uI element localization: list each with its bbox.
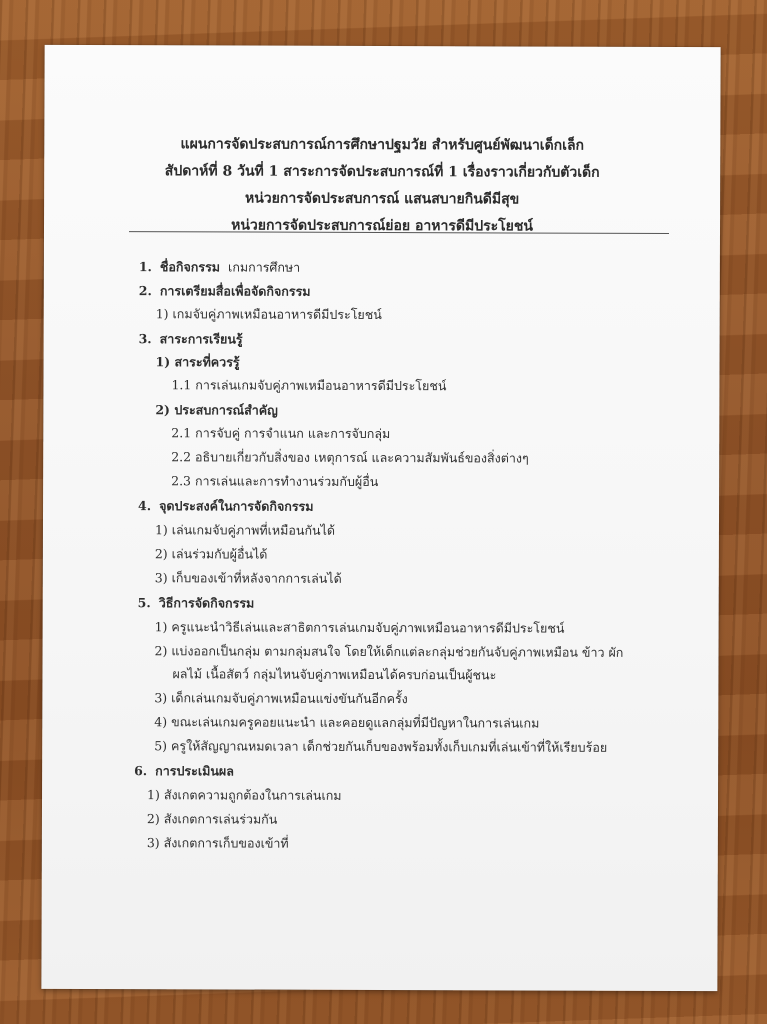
section-6-item-3: 3) สังเกตการเก็บของเข้าที่	[146, 835, 289, 851]
document-header	[44, 131, 720, 241]
section-3-item-2-3: 2.3 การเล่นและการทำงานร่วมกับผู้อื่น	[171, 473, 379, 489]
section-6-heading	[134, 763, 234, 779]
section-2-number: 2.	[138, 283, 152, 299]
section-1-activity-name	[139, 259, 300, 276]
section-4-item-3: 3) เก็บของเข้าที่หลังจากการเล่นได้	[154, 570, 342, 586]
section-5-label: วิธีการจัดกิจกรรม	[158, 595, 255, 611]
section-5-item-2-line-2: ผลไม้ เนื้อสัตว์ กลุ่มไหนจับคู่ภาพเหมือนได้ครบก่อนเป็นผู้ชนะ	[172, 666, 497, 683]
section-4-heading	[138, 498, 314, 515]
section-5-item-4: 4) ขณะเล่นเกมครูคอยแนะนำ และคอยดูแลกลุ่มที่มีปัญหาในการเล่นเกม	[154, 714, 540, 731]
document-page	[41, 45, 720, 991]
section-4-number: 4.	[138, 498, 152, 514]
section-3-item-2-2: 2.2 อธิบายเกี่ยวกับสิ่งของ เหตุการณ์ และความสัมพันธ์ของสิ่งต่างๆ	[171, 449, 529, 466]
section-1-label: ชื่อกิจกรรม	[159, 259, 221, 275]
section-1-number: 1.	[138, 259, 152, 275]
section-4-item-2: 2) เล่นร่วมกับผู้อื่นได้	[154, 546, 268, 562]
section-5-item-1: 1) ครูแนะนำวิธีเล่นและสาธิตการเล่นเกมจับคู่ภาพเหมือนอาหารดีมีประโยชน์	[154, 619, 565, 636]
section-5-item-5: 5) ครูให้สัญญาณหมดเวลา เด็กช่วยกันเก็บของพร้อมทั้งเก็บเกมที่เล่นเข้าที่ให้เรียบร้อย	[154, 738, 608, 755]
section-6-item-1: 1) สังเกตความถูกต้องในการเล่นเกม	[147, 787, 342, 803]
section-3-label: สาระการเรียนรู้	[159, 331, 243, 347]
section-6-label: การประเมินผล	[155, 763, 234, 779]
section-2-label: การเตรียมสื่อเพื่อจัดกิจกรรม	[159, 283, 311, 299]
header-line-subunit: หน่วยการจัดประสบการณ์ย่อย อาหารดีมีประโยชน์	[231, 217, 533, 235]
section-5-item-2-line-1: 2) แบ่งออกเป็นกลุ่ม ตามกลุ่มสนใจ โดยให้เด็กแต่ละกลุ่มช่วยกันจับคู่ภาพเหมือน ข้าว ผัก	[154, 643, 624, 660]
section-5-heading	[138, 595, 255, 611]
section-5-item-3: 3) เด็กเล่นเกมจับคู่ภาพเหมือนแข่งขันกันอีกครั้ง	[154, 690, 408, 707]
section-6-item-2: 2) สังเกตการเล่นร่วมกัน	[146, 811, 278, 827]
section-2-item-1: 1) เกมจับคู่ภาพเหมือนอาหารดีมีประโยชน์	[155, 306, 382, 323]
section-5-number: 5.	[137, 595, 151, 611]
section-3-heading	[139, 331, 243, 347]
section-3-number: 3.	[138, 331, 152, 347]
section-6-number: 6.	[134, 763, 148, 779]
section-3-item-2-1: 2.1 การจับคู่ การจำแนก และการจับกลุ่ม	[171, 425, 391, 442]
section-3-subheading-1: 1) สาระที่ควรรู้	[155, 354, 240, 370]
section-3-item-1-1: 1.1 การเล่นเกมจับคู่ภาพเหมือนอาหารดีมีประโยชน์	[171, 377, 447, 394]
header-line-unit: หน่วยการจัดประสบการณ์ แสนสบายกินดีมีสุข	[244, 190, 520, 208]
section-4-item-1: 1) เล่นเกมจับคู่ภาพที่เหมือนกันได้	[154, 522, 336, 538]
header-line-plan-title: แผนการจัดประสบการณ์การศึกษาปฐมวัย สำหรับศูนย์พัฒนาเด็กเล็ก	[180, 136, 585, 154]
section-3-subheading-2: 2) ประสบการณ์สำคัญ	[155, 402, 278, 418]
section-4-label: จุดประสงค์ในการจัดกิจกรรม	[159, 498, 314, 514]
section-1-value: เกมการศึกษา	[228, 259, 301, 275]
header-line-week-day: สัปดาห์ที่ 8 วันที่ 1 สาระการจัดประสบการณ์ที่ 1 เรื่องราวเกี่ยวกับตัวเด็ก	[164, 163, 600, 181]
section-2-heading	[139, 283, 311, 300]
